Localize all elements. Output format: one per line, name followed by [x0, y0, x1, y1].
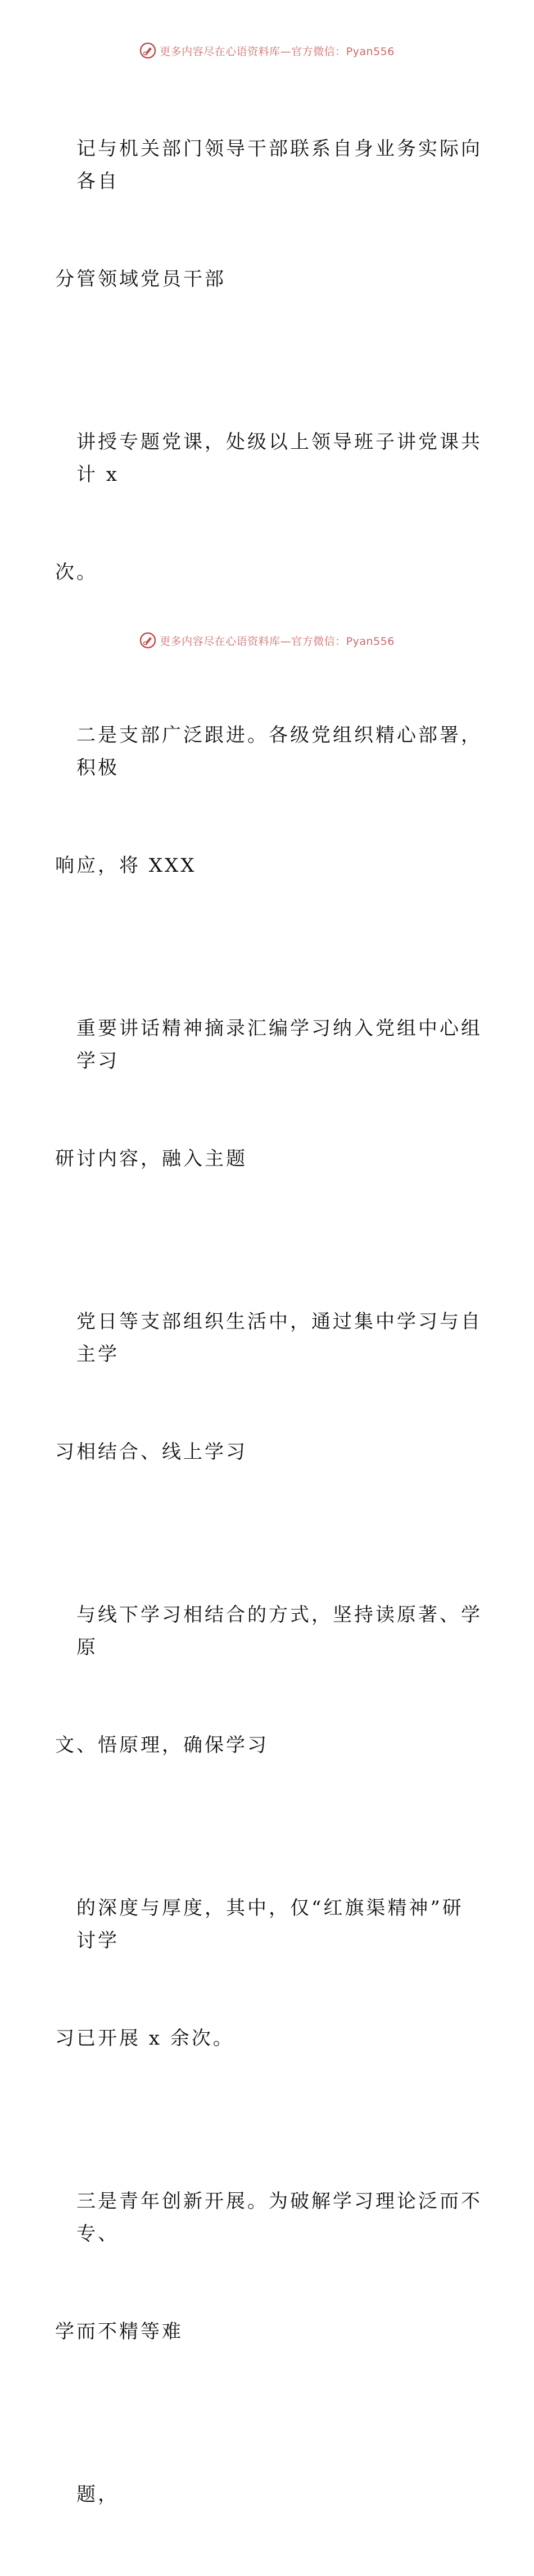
paragraph [55, 1827, 482, 2120]
footer-banner [0, 629, 534, 652]
pen-nib-logo-icon [139, 42, 156, 59]
paragraph [55, 654, 482, 947]
paragraph [55, 947, 482, 1240]
paragraph-line: 次。 [55, 561, 98, 584]
header-banner-text: 更多内容尽在心语资料库—官方微信：Pyan556 [160, 45, 395, 58]
paragraph-line: 分管领域党员干部 [55, 268, 226, 290]
pen-nib-logo-icon [139, 632, 156, 649]
paragraph-line: 三是青年创新开展。为破解学习理论泛而不专、 [76, 2190, 482, 2245]
footer-banner-text: 更多内容尽在心语资料库—官方微信：Pyan556 [160, 635, 395, 648]
paragraph-line: 习已开展 x 余次。 [55, 2027, 234, 2050]
paragraph [55, 67, 482, 361]
paragraph-line: 题， [76, 2483, 119, 2506]
paragraph-line: 记与机关部门领导干部联系自身业务实际向各自 [76, 138, 482, 193]
paragraph-line: 与线下学习相结合的方式，坚持读原著、学原 [76, 1604, 482, 1659]
paragraph-line: 文、悟原理，确保学习 [55, 1734, 269, 1756]
paragraph-line: 习相结合、线上学习 [55, 1441, 247, 1463]
paragraph [55, 1240, 482, 1533]
paragraph [55, 2413, 482, 2576]
paragraph-line: 党日等支部组织生活中，通过集中学习与自主学 [76, 1310, 482, 1366]
paragraph-line: 的深度与厚度，其中，仅“红旗渠精神”研讨学 [76, 1897, 464, 1952]
paragraph [55, 361, 482, 654]
header-banner [0, 39, 534, 62]
paragraph-line: 重要讲话精神摘录汇编学习纳入党组中心组学习 [76, 1017, 482, 1072]
paragraph-line: 二是支部广泛跟进。各级党组织精心部署，积极 [76, 724, 482, 779]
document-body [55, 67, 482, 2576]
paragraph [55, 1533, 482, 1827]
paragraph-line: 讲授专题党课，处级以上领导班子讲党课共计 x [76, 431, 482, 486]
paragraph-line: 响应，将 XXX [55, 854, 197, 877]
paragraph-line: 研讨内容，融入主题 [55, 1148, 247, 1170]
paragraph-line: 学而不精等难 [55, 2320, 183, 2343]
paragraph [55, 2120, 482, 2413]
